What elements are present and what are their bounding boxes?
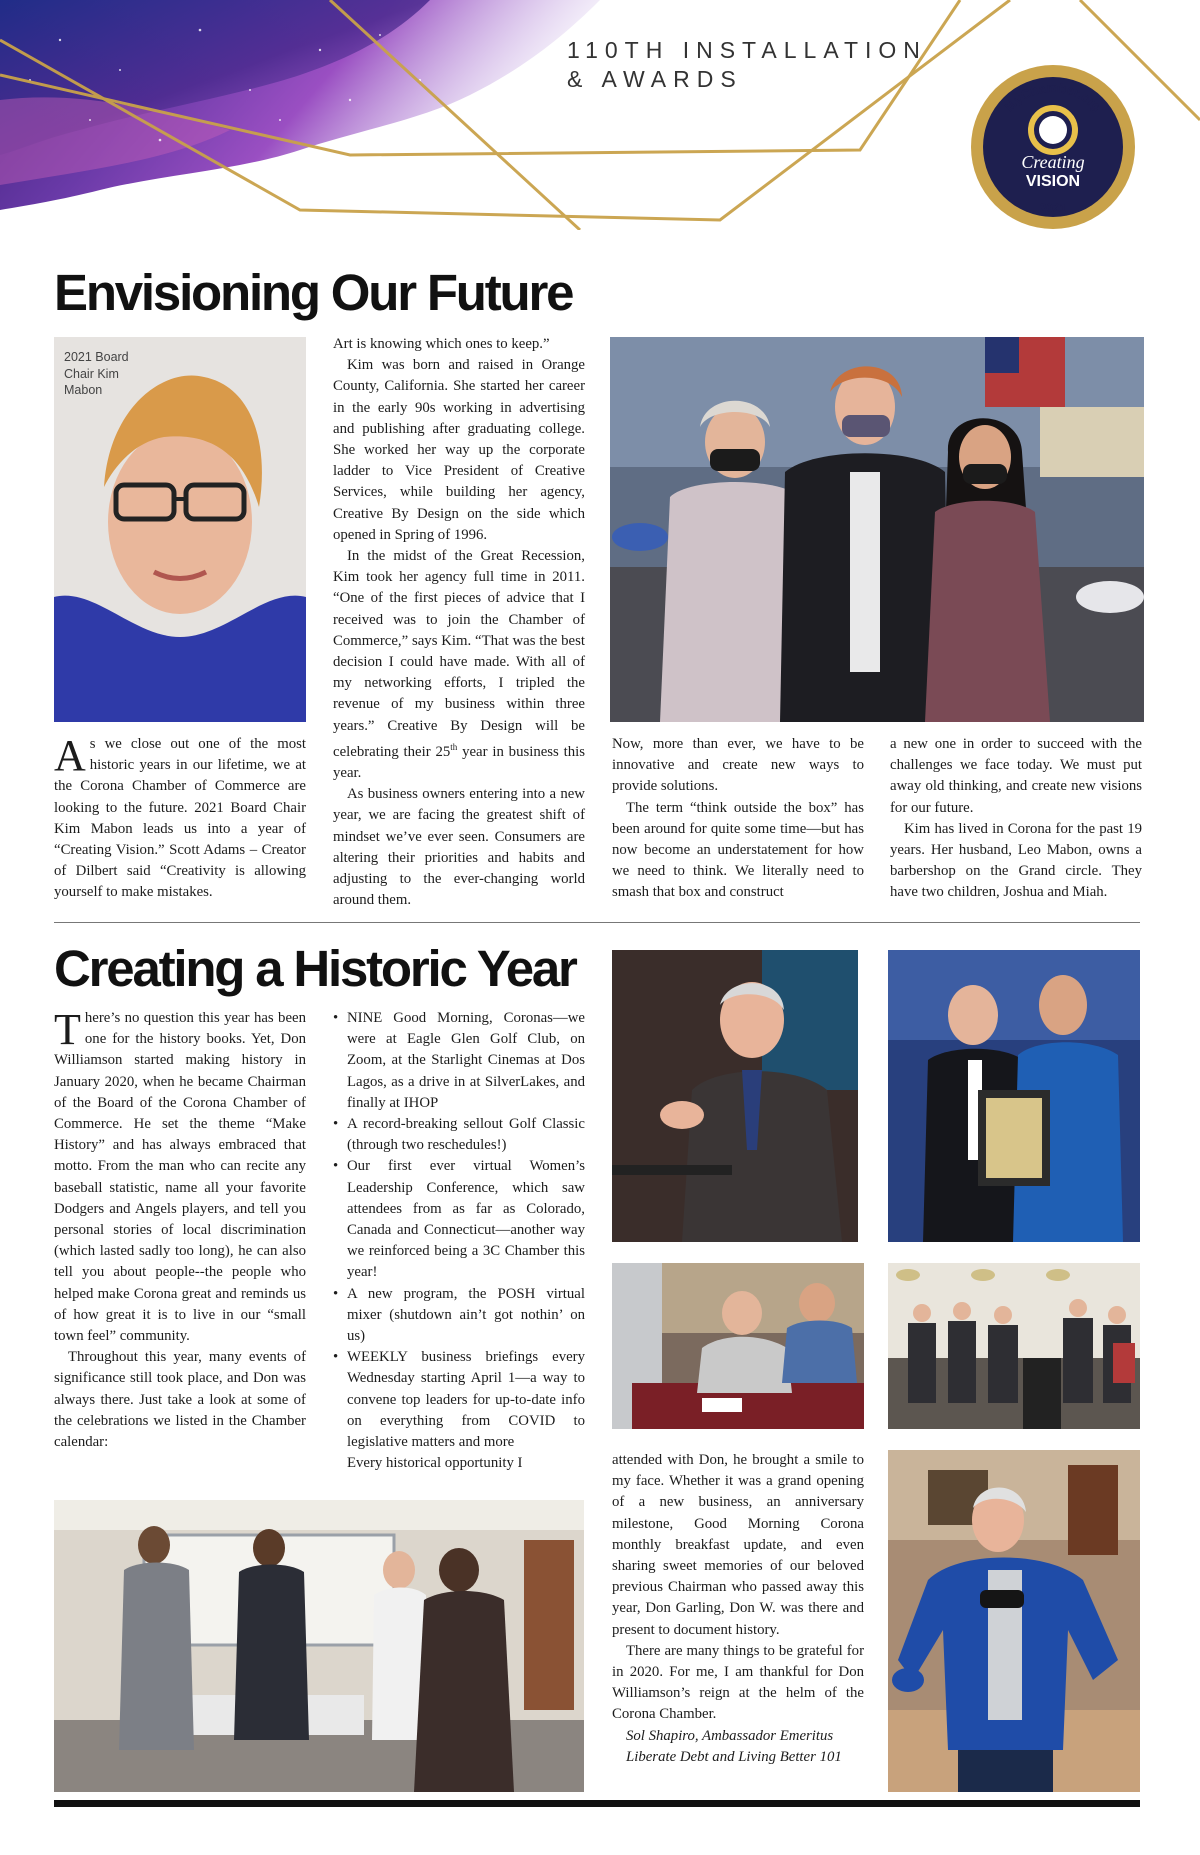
section1-col4-para1: a new one in order to succeed with the challenges we face today. We must put away old thinking, and create new visions for our future. bbox=[890, 736, 1142, 816]
section1-title: Envisioning Our Future bbox=[54, 264, 573, 321]
portrait-caption-line1: 2021 Board bbox=[64, 350, 129, 364]
section2-col2-tail: Every historical opportunity I bbox=[347, 1455, 523, 1472]
photo-don-speaking bbox=[612, 950, 858, 1242]
section2-dropcap: T bbox=[54, 1005, 81, 1054]
section1-col2-para3-end: year in business this year. bbox=[333, 743, 586, 781]
seal-script-text: Creating bbox=[1021, 152, 1085, 172]
header-kicker-line2: & AWARDS bbox=[567, 66, 743, 92]
seal-top-text: MyChamber.org bbox=[1001, 79, 1105, 115]
events-list-item: • A new program, the POSH virtual mixer (shutdown ain’t got nothin’ on us) bbox=[333, 1284, 585, 1348]
section1-column4 bbox=[890, 734, 1142, 904]
portrait-photo-kim-mabon bbox=[54, 337, 306, 722]
section1-col2-para3-sup: th bbox=[450, 741, 458, 752]
section1-col2-para4: As business owners entering into a new year, we are facing the greatest shift of mindset we’ve ever seen. Consumers are altering their priorities and habits and adjusting to the ever-changing world around them. bbox=[333, 786, 585, 909]
photo-dodgers-graphic bbox=[888, 1450, 1140, 1792]
events-list bbox=[333, 1008, 585, 1453]
photo-award-presentation bbox=[888, 950, 1140, 1242]
photo-table-graphic bbox=[612, 1263, 864, 1429]
section1-col2-para3-text: In the midst of the Great Recession, Kim took her agency full time in 2011. “One of the first pieces of advice that I received was to join the Chamber of Commerce,” says Kim. “That was the best decision I could have made. With all of my networking efforts, I tripled the revenue of my business within three years.” Creative By Design will be celebrating their 25 bbox=[333, 548, 585, 760]
section1-col3-para2: The term “think outside the box” has been around for quite some time—but has now become an understatement for how we need to think. We literally need to smash that box and construct bbox=[612, 799, 864, 901]
section1-col2-para1: Art is knowing which ones to keep.” bbox=[333, 336, 550, 352]
header-kicker bbox=[567, 36, 927, 94]
events-list-item: • Our first ever virtual Women’s Leadership Conference, which saw attendees from as far as Colorado, Canada and Connecticut—another way we reinforced being a 3C Chamber this year! bbox=[333, 1156, 585, 1283]
header-kicker-line1: 110TH INSTALLATION bbox=[567, 37, 927, 63]
photo-meeting-graphic bbox=[54, 1500, 584, 1792]
photo-don-speaking-graphic bbox=[612, 950, 858, 1242]
photo-don-dodgers-jacket bbox=[888, 1450, 1140, 1792]
events-list-item: • NINE Good Morning, Coronas—we were at Eagle Glen Golf Club, on Zoom, at the Starlight Cinemas at Dos Lagos, as a drive in at SilverLakes, and finally at IHOP bbox=[333, 1008, 585, 1114]
seal-main-text: VISION bbox=[1025, 173, 1081, 190]
section1-col3-para1: Now, more than ever, we have to be innovative and create new ways to provide solutions. bbox=[612, 736, 864, 795]
section1-col2-para2: Kim was born and raised in Orange County, California. She started her career in the early 90s working in advertising and publishing after graduating college. She worked her way up the corporate ladder to Vice President of Creative Services, while building her agency, Creative By Design on the side which opened in Spring of 1996. bbox=[333, 357, 585, 543]
photo-podium-graphic bbox=[888, 1263, 1140, 1429]
events-list-item: • A record-breaking sellout Golf Classic (through two reschedules!) bbox=[333, 1114, 585, 1156]
section2-column1 bbox=[54, 1005, 306, 1453]
section1-col2-para3 bbox=[333, 546, 585, 784]
group-photo-graphic bbox=[610, 337, 1144, 722]
section2-col3-para1: attended with Don, he brought a smile to my face. Whether it was a grand opening of a new business, an anniversary milestone, Good Morning Corona monthly breakfast update, and even sharing sweet memories of our beloved previous Chairman who passed away this year, Don Garling, Don W. was there and present to document history. bbox=[612, 1452, 864, 1638]
signature-line2: Liberate Debt and Living Better 101 bbox=[626, 1748, 842, 1765]
section1-col1-para1: s we close out one of the most historic years in our lifetime, we at the Corona Chamber of Commerce are looking to the future. 2021 Board Chair Kim Mabon leads us into a year of “Creating Vision.” Scott Adams – Creator of Dilbert said “Creativity is allowing yourself to make mistakes. bbox=[54, 736, 306, 901]
photo-podium-group bbox=[888, 1263, 1140, 1429]
portrait-caption bbox=[64, 349, 129, 399]
creating-vision-seal bbox=[968, 62, 1138, 232]
section1-col4-para2: Kim has lived in Corona for the past 19 years. Her husband, Leo Mabon, owns a barbershop on the Grand circle. They have two children, Joshua and Miah. bbox=[890, 820, 1142, 901]
photo-table-signing bbox=[612, 1263, 864, 1429]
portrait-caption-line3: Mabon bbox=[64, 383, 103, 397]
group-photo-event bbox=[610, 337, 1144, 722]
section2-col3-para2: There are many things to be grateful for in 2020. For me, I am thankful for Don Williamson’s reign at the helm of the Corona Chamber. bbox=[612, 1642, 864, 1723]
events-list-item: • WEEKLY business briefings every Wednesday starting April 1—a way to convene top leaders for up-to-date info on everything from COVID to legislative matters and more bbox=[333, 1347, 585, 1453]
section1-column3 bbox=[612, 734, 864, 904]
section2-column3 bbox=[612, 1450, 864, 1768]
section1-dropcap: A bbox=[54, 731, 86, 780]
section-divider bbox=[54, 922, 1140, 923]
seal-graphic bbox=[968, 62, 1138, 232]
section2-title: Creating a Historic Year bbox=[54, 940, 576, 997]
section2-column2 bbox=[333, 1008, 585, 1474]
page-bottom-rule bbox=[54, 1800, 1140, 1807]
section2-col1-para1: here’s no question this year has been one for the history books. Yet, Don Williamson started making history in January 2020, when he became Chairman of the Board of the Corona Chamber of Commerce. He set the theme “Make History” and has always embraced that motto. From the man who can recite any baseball statistic, name all your favorite Dodgers and Angels players, and tell you personal stories of local discrimination (which lasted sadly too long), he can also tell you about people--the people who helped make Corona great and reminds us of how great it is to live in our “small town feel” community. bbox=[54, 1010, 306, 1345]
section1-column1 bbox=[54, 731, 306, 904]
portrait-caption-line2: Chair Kim bbox=[64, 366, 119, 381]
section2-col1-para2: Throughout this year, many events of significance still took place, and Don was always there. Just take a look at some of the celebrations we listed in the Chamber calendar: bbox=[54, 1349, 306, 1451]
photo-meeting-room bbox=[54, 1500, 584, 1792]
photo-award-graphic bbox=[888, 950, 1140, 1242]
section1-column2 bbox=[333, 334, 585, 911]
signature-line1: Sol Shapiro, Ambassador Emeritus bbox=[626, 1727, 834, 1744]
seal-year: 2021 bbox=[1039, 201, 1067, 215]
